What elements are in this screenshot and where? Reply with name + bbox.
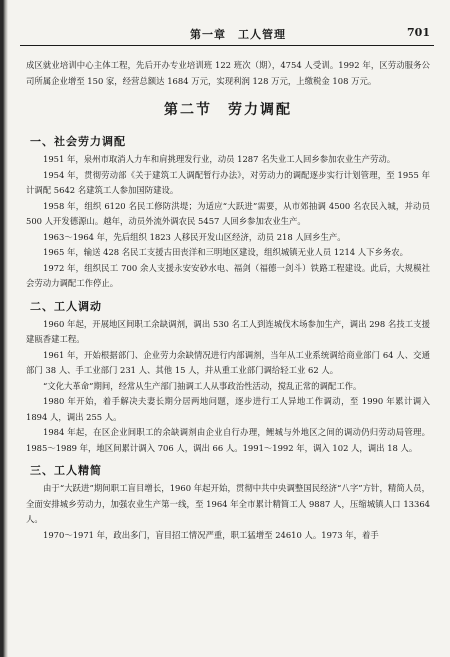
subsection-heading-worker-transfer: 二、工人调动 bbox=[30, 299, 102, 313]
subsection-heading-worker-reduction: 三、工人精简 bbox=[30, 464, 102, 477]
paragraph: 由于“大跃进”期间职工盲目增长，1960 年起开始，贯彻中共中央调整国民经济“八字”方针，精简人员，全面安排城乡劳动力，加强农业生产第一线，至 1964 年全市累计精简工人 9887 人，压缩城镇人口 13364 人。 bbox=[26, 483, 430, 524]
page-binding-edge bbox=[0, 0, 8, 657]
paragraph: 1960 年起，开展地区间职工余缺调剂，调出 530 名工人到连城伐木场参加生产，调出 298 名技工支援建瓯香建工程。 bbox=[26, 318, 430, 344]
body-text bbox=[26, 58, 430, 543]
paragraph: “文化大革命”期间，经常从生产部门抽调工人从事政治性活动，搅乱正常的调配工作。 bbox=[43, 380, 362, 391]
paragraph: 1984 年起，在区企业间职工的余缺调剂由企业自行办理，鲤城与外地区之间的调动仍归劳动局管理。1985～1989 年，地区间累计调入 706 人，调出 66 人。1991～1992 年，调入 102 人，调出 18 人。 bbox=[26, 427, 430, 453]
paragraph: 1970～1971 年，政出多门，盲目招工情况严重，职工猛增至 24610 人。1973 年，着手 bbox=[43, 529, 379, 540]
chapter-title: 第一章 工人管理 bbox=[190, 28, 286, 41]
running-header bbox=[20, 26, 432, 44]
paragraph: 1972 年，组织民工 700 余人支援永安安砂水电、福剑（福德一剑斗）铁路工程建设。此后，大规模社会劳动力调配工作停止。 bbox=[26, 262, 430, 288]
paragraph: 1980 年开始，着手解决夫妻长期分居两地问题，逐步进行工人异地工作调动，至 1990 年累计调入 1894 人，调出 255 人。 bbox=[26, 396, 430, 422]
paragraph: 1965 年，输送 428 名民工支援古田丧洋和三明地区建设，组织城镇无业人员 1214 人下乡务农。 bbox=[43, 247, 409, 257]
paragraph: 1961 年，开始根据部门、企业劳力余缺情况进行内部调剂，当年从工业系统调给商业部门 64 人、交通部门 38 人、手工业部门 231 人、其他 15 人，并从重工业部门调给轻工业 62 人。 bbox=[26, 349, 430, 375]
page-number: 701 bbox=[407, 26, 430, 39]
paragraph: 1963～1964 年，先后组织 1823 人移民开发山区经济，动员 218 人回乡生产。 bbox=[43, 231, 346, 242]
intro-paragraph: 成区就业培训中心主体工程，先后开办专业培训班 122 班次（期），4754 人受训。1992 年，区劳动服务公司所属企业增至 150 家，经营总额达 1684 万元，实现利润 128 万元，上缴税金 108 万元。 bbox=[26, 60, 430, 86]
header-rule bbox=[20, 45, 434, 46]
paragraph: 1954 年，贯彻劳动部《关于建筑工人调配暂行办法》，对劳动力的调配逐步实行计划管理，至 1955 年计调配 5642 名建筑工人参加国防建设。 bbox=[26, 169, 430, 195]
section-title: 第二节 劳力调配 bbox=[164, 102, 292, 118]
paragraph: 1951 年，泉州市取消人力车和肩挑理发行业，动员 1287 名失业工人回乡参加农业生产劳动。 bbox=[43, 154, 396, 164]
paragraph: 1958 年，组织 6120 名民工修防洪堤；为适应“大跃进”需要，从市郊抽调 4500 名农民入城，并动员 500 人开发德源山。越年，动员外流外调农民 5457 人回乡参加农业生产。 bbox=[26, 200, 430, 226]
subsection-heading-social-labor: 一、社会劳力调配 bbox=[30, 135, 126, 148]
